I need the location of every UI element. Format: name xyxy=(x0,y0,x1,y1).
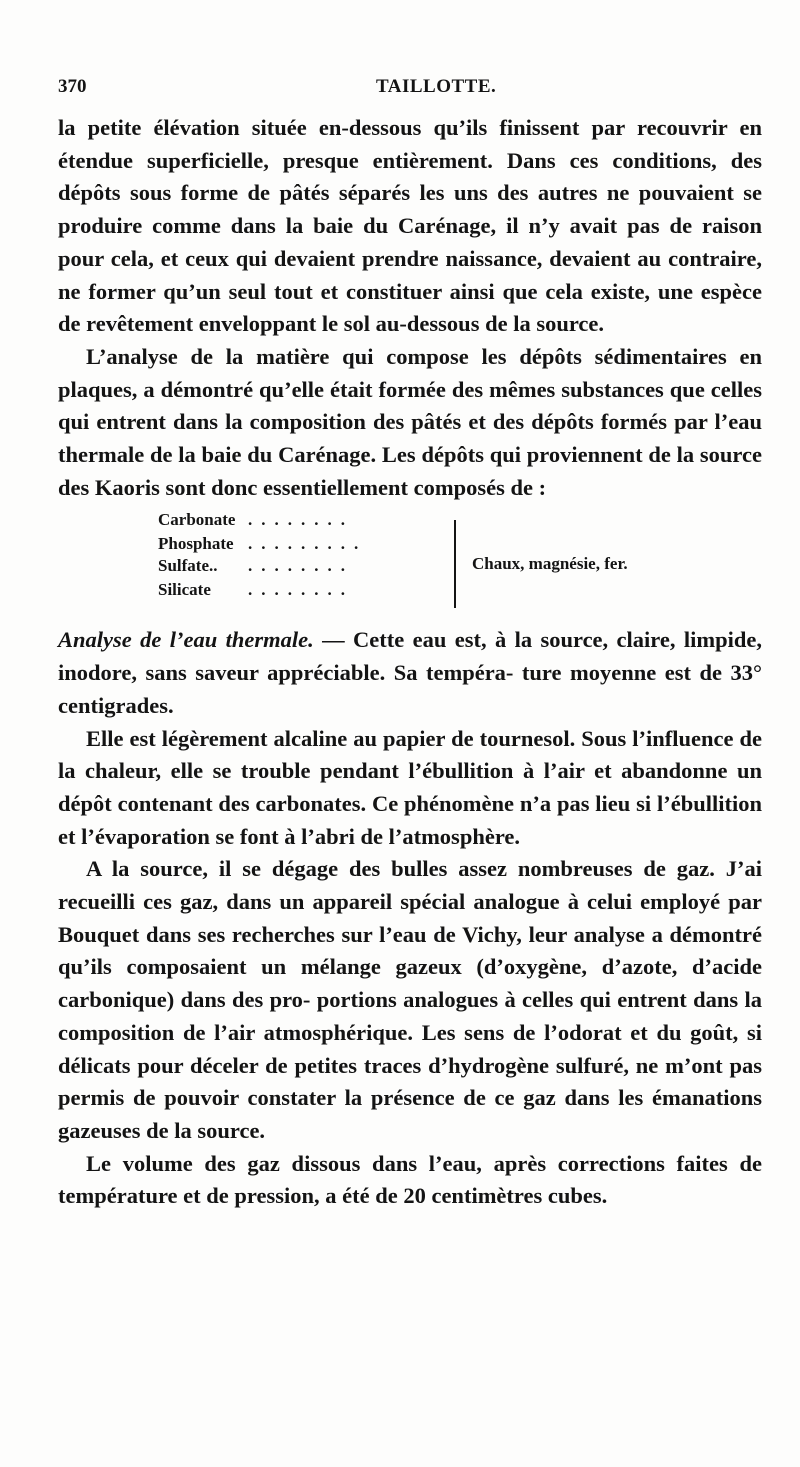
paragraph-2: L’analyse de la matière qui compose les dépôts sédimentaires en plaques, a démontré qu’elle était formée des mêmes substances que celles qui entrent dans la composition des pâtés et des dépôts formés par l’eau thermale de la baie du Carénage. Les dépôts qui proviennent de la source des Kaoris sont donc essentiellement composés de : xyxy=(58,343,762,500)
composition-item-label: Phosphate xyxy=(158,534,234,554)
section-heading: Analyse de l’eau thermale. xyxy=(58,627,314,653)
paragraph-4: Elle est légèrement alcaline au papier de tournesol. Sous l’influence de la chaleur, elle se trouble pendant l’ébullition à l’air et abandonne un dépôt contenant des carbonates. Ce phénomène n’a pas lieu si l’ébullition et l’évaporation se font à l’abri de l’atmosphère. xyxy=(58,725,762,849)
composition-result: Chaux, magnésie, fer. xyxy=(472,554,628,574)
composition-item-label: Sulfate.. xyxy=(158,556,218,576)
body-text xyxy=(58,112,762,1213)
composition-item-label: Silicate xyxy=(158,580,211,600)
paragraph-3-text: — Cette eau est, à la source, claire, limpide, inodore, sans saveur appréciable. Sa tempéra- ture moyenne est de 33° centigrades. xyxy=(58,627,762,718)
composition-item-label: Carbonate xyxy=(158,510,236,530)
composition-item xyxy=(158,534,458,554)
composition-list xyxy=(58,510,762,622)
brace xyxy=(454,520,464,608)
leader-dots: ........ xyxy=(248,556,354,576)
leader-dots: ........ xyxy=(248,510,354,530)
paragraph-6: Le volume des gaz dissous dans l’eau, après corrections faites de température et de pression, a été de 20 centimètres cubes. xyxy=(58,1150,762,1209)
composition-item xyxy=(158,556,458,576)
page-header xyxy=(58,70,748,104)
paragraph-3 xyxy=(58,624,762,722)
composition-item xyxy=(158,510,458,530)
leader-dots: ......... xyxy=(248,534,368,554)
page-number: 370 xyxy=(58,76,87,97)
running-title: TAILLOTTE. xyxy=(376,76,497,97)
leader-dots: ........ xyxy=(248,580,354,600)
composition-item xyxy=(158,580,458,600)
paragraph-5: A la source, il se dégage des bulles assez nombreuses de gaz. J’ai recueilli ces gaz, dans un appareil spécial analogue à celui employé par Bouquet dans ses recherches sur l’eau de Vichy, leur analyse a démontré qu’ils composaient un mélange gazeux (d’oxygène, d’azote, d’acide carbonique) dans des pro- portions analogues à celles qui entrent dans la composition de l’air atmosphérique. Les sens de l’odorat et du goût, si délicats pour déceler de petites traces d’hydrogène sulfuré, ne m’ont pas permis de pouvoir constater la présence de ce gaz dans les émanations gazeuses de la source. xyxy=(58,856,762,1143)
paragraph-1: la petite élévation située en-dessous qu’ils finissent par recouvrir en étendue superficielle, presque entièrement. Dans ces conditions, des dépôts sous forme de pâtés séparés les uns des autres ne pouvaient se produire comme dans la baie du Carénage, il n’y avait pas de raison pour cela, et ceux qui devaient prendre naissance, devaient au contraire, ne former qu’un seul tout et constituer ainsi que cela existe, une espèce de revêtement enveloppant le sol au-dessous de la source. xyxy=(58,115,762,337)
